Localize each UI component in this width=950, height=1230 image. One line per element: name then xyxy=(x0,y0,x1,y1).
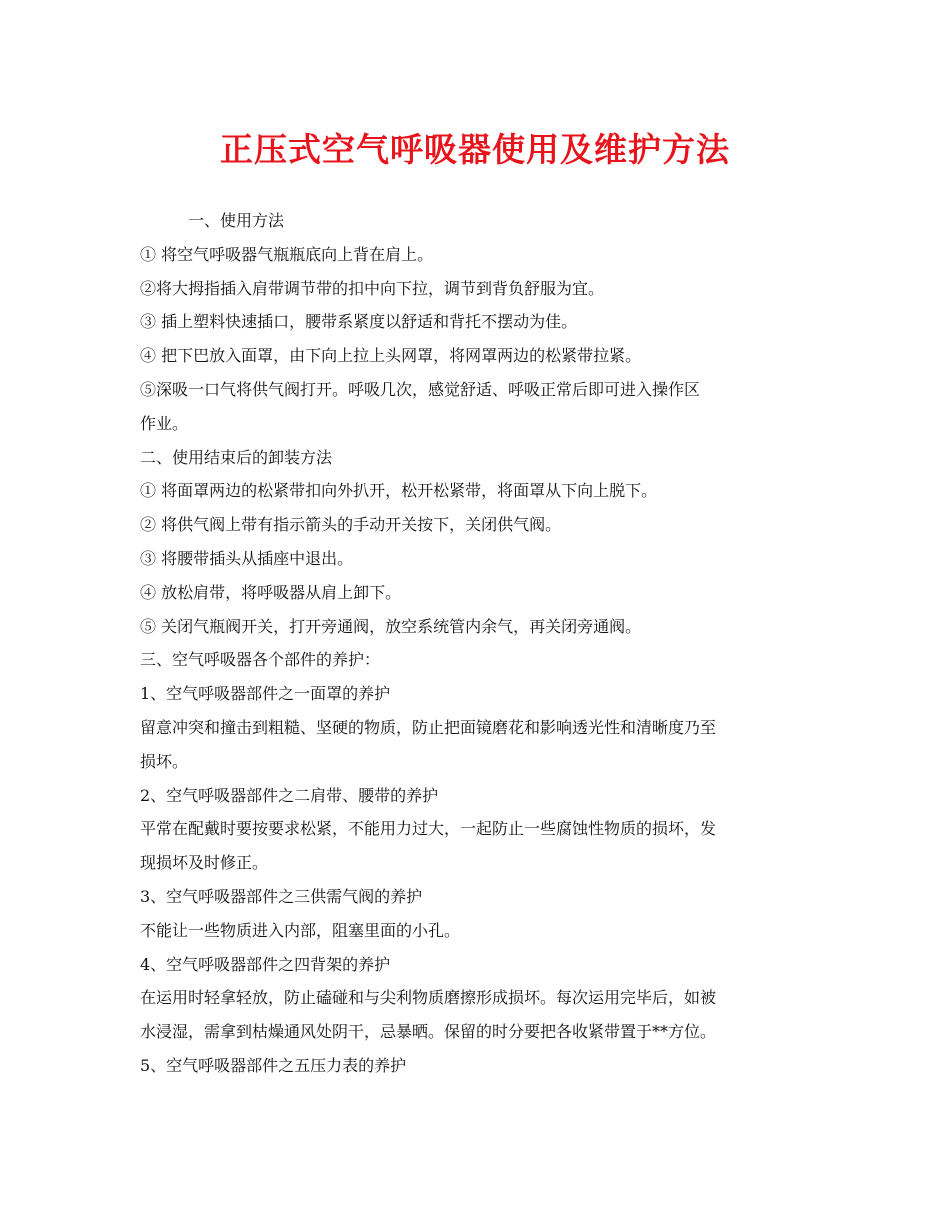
section-heading-maintenance: 三、空气呼吸器各个部件的养护： xyxy=(140,650,381,670)
removal-step-3: ③ 将腰带插头从插座中退出。 xyxy=(140,548,354,568)
removal-step-1: ① 将面罩两边的松紧带扣向外扒开，松开松紧带，将面罩从下向上脱下。 xyxy=(140,481,658,501)
maintenance-item-4-text-cont: 水浸湿，需拿到枯燥通风处阴干，忌暴晒。保留的时分要把各收紧带置于**方位。 xyxy=(140,1022,717,1042)
removal-step-4: ④ 放松肩带，将呼吸器从肩上卸下。 xyxy=(140,582,402,602)
maintenance-item-4-heading: 4、空气呼吸器部件之四背架的养护 xyxy=(140,954,391,974)
removal-step-2: ② 将供气阀上带有指示箭头的手动开关按下，关闭供气阀。 xyxy=(140,515,562,535)
maintenance-item-2-text: 平常在配戴时要按要求松紧，不能用力过大，一起防止一些腐蚀性物质的损坏，发 xyxy=(140,819,717,839)
maintenance-item-4-text: 在运用时轻拿轻放，防止磕碰和与尖利物质磨擦形成损坏。每次运用完毕后，如被 xyxy=(140,988,717,1008)
maintenance-item-1-text: 留意冲突和撞击到粗糙、坚硬的物质，防止把面镜磨花和影响透光性和清晰度乃至 xyxy=(140,717,717,737)
usage-step-3: ③ 插上塑料快速插口，腰带系紧度以舒适和背托不摆动为佳。 xyxy=(140,312,578,332)
maintenance-item-3-heading: 3、空气呼吸器部件之三供需气阀的养护 xyxy=(140,886,423,906)
maintenance-item-5-heading: 5、空气呼吸器部件之五压力表的养护 xyxy=(140,1055,407,1075)
maintenance-item-3-text: 不能让一些物质进入内部，阻塞里面的小孔。 xyxy=(140,920,461,940)
maintenance-item-2-heading: 2、空气呼吸器部件之二肩带、腰带的养护 xyxy=(140,785,439,805)
section-heading-removal: 二、使用结束后的卸装方法 xyxy=(140,447,333,467)
usage-step-5-cont: 作业。 xyxy=(140,413,189,433)
usage-step-1: ① 将空气呼吸器气瓶瓶底向上背在肩上。 xyxy=(140,244,434,264)
document-title: 正压式空气呼吸器使用及维护方法 xyxy=(220,130,730,169)
document-body xyxy=(140,204,820,1083)
maintenance-item-1-heading: 1、空气呼吸器部件之一面罩的养护 xyxy=(140,684,391,704)
section-heading-usage: 一、使用方法 xyxy=(188,211,285,230)
removal-step-5: ⑤ 关闭气瓶阀开关，打开旁通阀，放空系统管内余气，再关闭旁通阀。 xyxy=(140,616,642,636)
usage-step-5: ⑤深吸一口气将供气阀打开。呼吸几次，感觉舒适、呼吸正常后即可进入操作区 xyxy=(140,379,701,399)
usage-step-2: ②将大拇指插入肩带调节带的扣中向下拉，调节到背负舒服为宜。 xyxy=(140,278,605,298)
maintenance-item-2-text-cont: 现损坏及时修正。 xyxy=(140,853,269,873)
maintenance-item-1-text-cont: 损坏。 xyxy=(140,751,189,771)
usage-step-4: ④ 把下巴放入面罩，由下向上拉上头网罩，将网罩两边的松紧带拉紧。 xyxy=(140,346,642,366)
